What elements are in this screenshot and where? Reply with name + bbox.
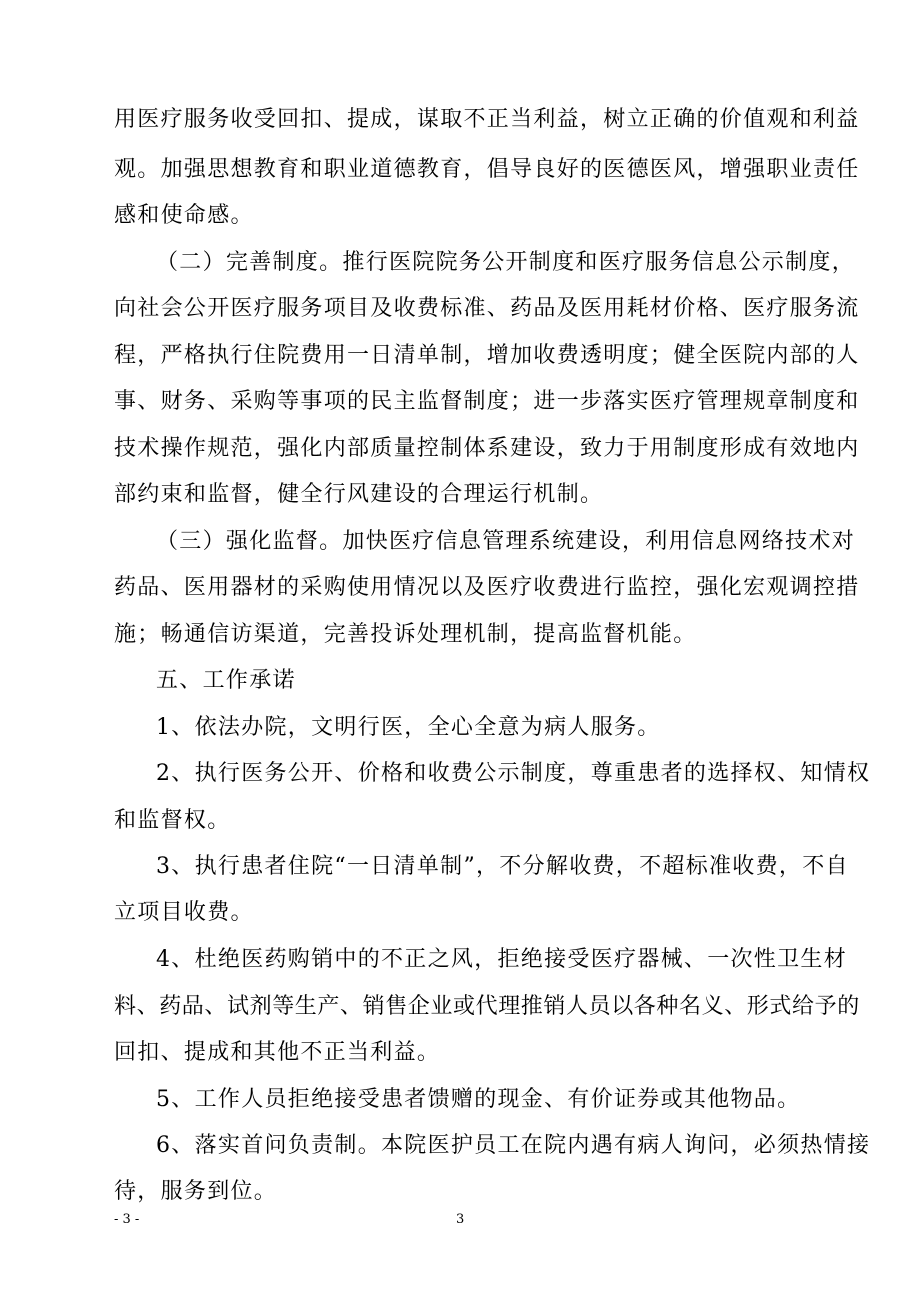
- commitment-item: 4、杜绝医药购销中的不正之风，拒绝接受医疗器械、一次性卫生材: [156, 947, 847, 972]
- body-text-line: 事、财务、采购等事项的民主监督制度；进一步落实医疗管理规章制度和: [114, 389, 860, 414]
- body-text-line: 药品、医用器材的采购使用情况以及医疗收费进行监控，强化宏观调控措: [114, 575, 860, 600]
- commitment-item: 2、执行医务公开、价格和收费公示制度，尊重患者的选择权、知情权: [156, 761, 871, 786]
- body-text-line: 回扣、提成和其他不正当利益。: [114, 1040, 441, 1065]
- body-text-line: 程，严格执行住院费用一日清单制，增加收费透明度；健全医院内部的人: [114, 343, 860, 368]
- body-text-line: 向社会公开医疗服务项目及收费标准、药品及医用耗材价格、医疗服务流: [114, 296, 860, 321]
- commitment-item: 3、执行患者住院“一日清单制”，不分解收费，不超标准收费，不自: [156, 854, 849, 879]
- body-text-line: 立项目收费。: [114, 900, 254, 925]
- body-text-line: 感和使命感。: [114, 203, 254, 228]
- body-text-line: 待，服务到位。: [114, 1179, 278, 1204]
- body-text-line: 观。加强思想教育和职业道德教育，倡导良好的医德医风，增强职业责任: [114, 157, 860, 182]
- section-heading-line: （三）强化监督。加快医疗信息管理系统建设，利用信息网络技术对: [156, 529, 856, 554]
- body-text-line: 和监督权。: [114, 808, 231, 833]
- body-text-line: 施；畅通信访渠道，完善投诉处理机制，提高监督机能。: [114, 622, 697, 647]
- commitment-item: 6、落实首问负责制。本院医护员工在院内遇有病人询问，必须热情接: [156, 1133, 871, 1158]
- body-text-line: 用医疗服务收受回扣、提成，谋取不正当利益，树立正确的价值观和利益: [114, 107, 860, 132]
- section-title: 五、工作承诺: [156, 668, 296, 693]
- footer-page-label: - 3 -: [114, 1212, 140, 1227]
- body-text-line: 料、药品、试剂等生产、销售企业或代理推销人员以各种名义、形式给予的: [114, 994, 860, 1019]
- body-text-line: 技术操作规范，强化内部质量控制体系建设，致力于用制度形成有效地内: [114, 436, 860, 461]
- body-text-line: 部约束和监督，健全行风建设的合理运行机制。: [114, 482, 604, 507]
- commitment-item: 5、工作人员拒绝接受患者馈赠的现金、有价证券或其他物品。: [156, 1087, 801, 1112]
- section-heading-line: （二）完善制度。推行医院院务公开制度和医疗服务信息公示制度，: [156, 250, 856, 275]
- commitment-item: 1、依法办院，文明行医，全心全意为病人服务。: [156, 715, 661, 740]
- footer-page-number: 3: [456, 1212, 465, 1227]
